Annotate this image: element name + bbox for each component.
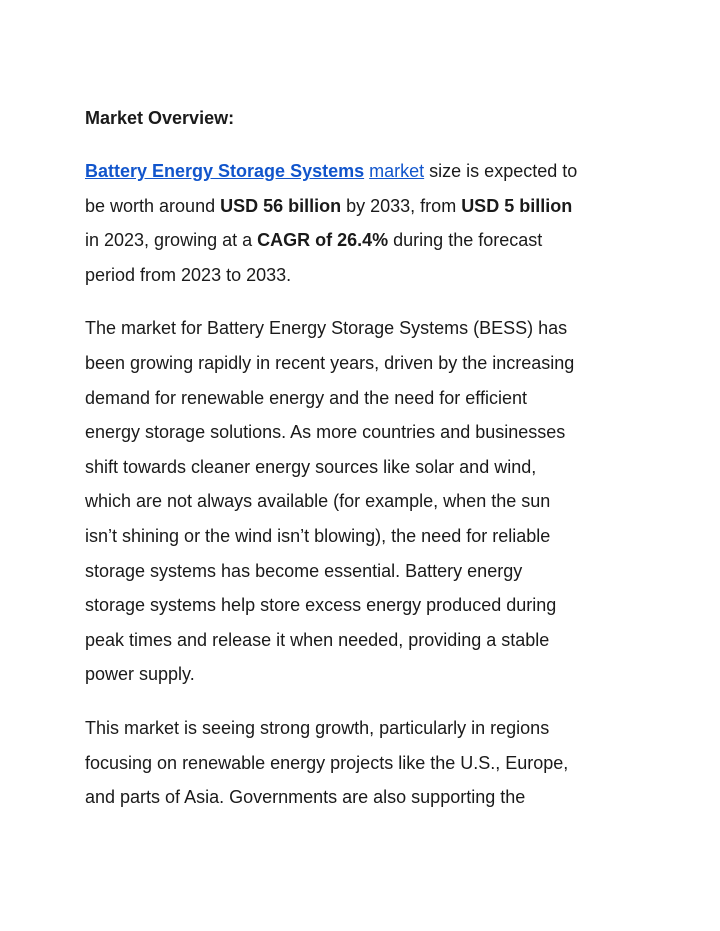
- link-market[interactable]: market: [369, 161, 425, 181]
- paragraph-line: isn’t shining or the wind isn’t blowing), the need for reliable: [85, 525, 551, 546]
- paragraph-line: which are not always available (for example, when the sun: [85, 491, 551, 512]
- paragraph-line: storage systems has become essential. Battery energy: [85, 560, 523, 581]
- document-page: [85, 104, 645, 834]
- paragraph-line: [85, 223, 645, 258]
- bold-value-2023: USD 5 billion: [461, 195, 573, 216]
- bold-value-2033: USD 56 billion: [220, 195, 342, 216]
- paragraph-bess-growth: [85, 311, 645, 692]
- link-battery-energy-storage-systems[interactable]: Battery Energy Storage Systems: [85, 161, 365, 181]
- paragraph-line: The market for Battery Energy Storage Systems (BESS) has: [85, 318, 568, 339]
- text-segment: by 2033, from: [341, 195, 462, 216]
- bold-cagr: CAGR of 26.4%: [257, 230, 389, 251]
- text-segment: during the forecast: [388, 230, 543, 251]
- text-segment: be worth around: [85, 195, 221, 216]
- paragraph-regional-growth: [85, 711, 645, 815]
- paragraph-line: storage systems help store excess energy produced during: [85, 595, 557, 616]
- paragraph-line: [85, 189, 645, 224]
- text-segment: size is expected to: [429, 161, 578, 181]
- paragraph-line: peak times and release it when needed, providing a stable: [85, 629, 550, 650]
- paragraph-market-size: [85, 154, 645, 292]
- paragraph-line: shift towards cleaner energy sources like solar and wind,: [85, 456, 537, 477]
- paragraph-line: [85, 154, 645, 189]
- paragraph-line: This market is seeing strong growth, particularly in regions: [85, 717, 550, 738]
- paragraph-line: been growing rapidly in recent years, driven by the increasing: [85, 352, 575, 373]
- text-segment: in 2023, growing at a: [85, 230, 258, 251]
- paragraph-line: period from 2023 to 2033.: [85, 264, 292, 285]
- section-heading: Market Overview:: [85, 108, 235, 128]
- paragraph-line: power supply.: [85, 664, 195, 685]
- paragraph-line: energy storage solutions. As more countries and businesses: [85, 422, 566, 443]
- paragraph-line: demand for renewable energy and the need for efficient: [85, 387, 527, 408]
- paragraph-line: focusing on renewable energy projects like the U.S., Europe,: [85, 752, 569, 773]
- paragraph-line: and parts of Asia. Governments are also supporting the: [85, 787, 526, 808]
